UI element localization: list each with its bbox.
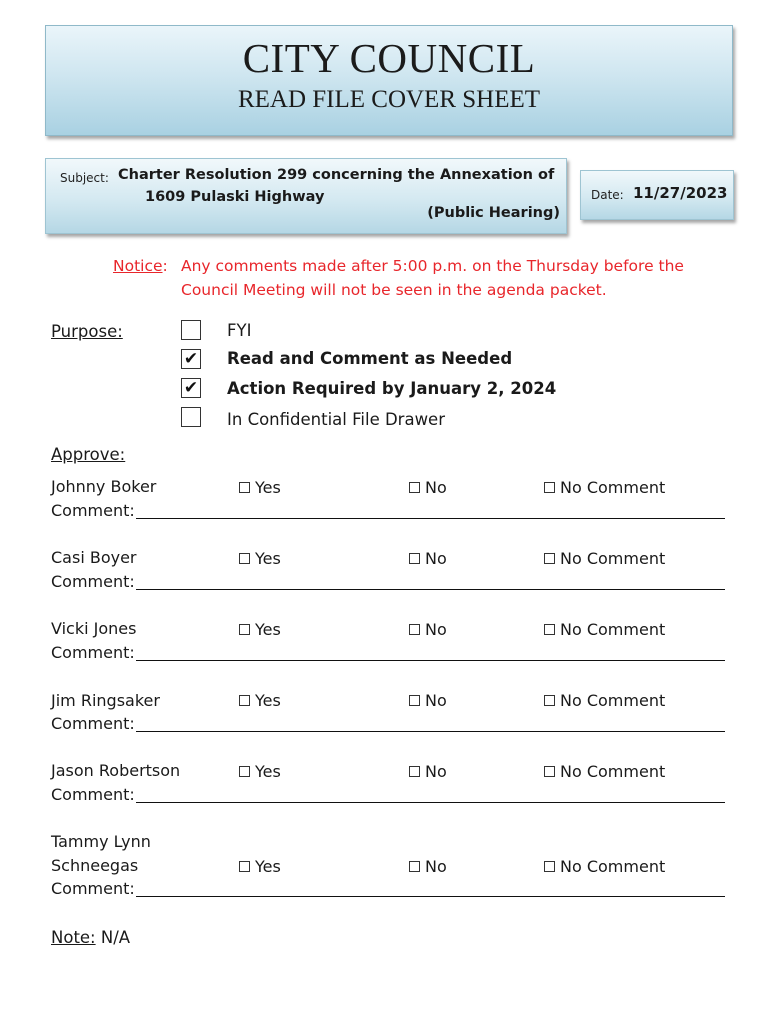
comment-line[interactable] — [136, 518, 725, 519]
no-checkbox[interactable] — [409, 766, 420, 777]
purpose-checkbox-action-required[interactable]: ✔ — [181, 378, 201, 398]
note-label: Note: — [51, 928, 96, 947]
vote-yes[interactable] — [239, 478, 281, 497]
title-banner — [45, 25, 733, 136]
vote-no[interactable] — [409, 549, 447, 568]
subject-line-1: Charter Resolution 299 concerning the Annexation of — [118, 167, 555, 183]
vote-yes[interactable] — [239, 620, 281, 639]
subject-line-3: (Public Hearing) — [427, 205, 560, 221]
no-checkbox[interactable] — [409, 861, 420, 872]
no-comment-label: No Comment — [560, 691, 666, 710]
no-checkbox[interactable] — [409, 482, 420, 493]
yes-label: Yes — [255, 762, 281, 781]
vote-yes[interactable] — [239, 549, 281, 568]
notice-line-1-row — [113, 254, 168, 278]
no-comment-label: No Comment — [560, 478, 666, 497]
member-name-line-1: Tammy Lynn — [51, 832, 151, 851]
yes-label: Yes — [255, 478, 281, 497]
vote-yes[interactable] — [239, 691, 281, 710]
no-comment-checkbox[interactable] — [544, 766, 555, 777]
no-comment-checkbox[interactable] — [544, 482, 555, 493]
comment-label: Comment: — [51, 879, 135, 898]
purpose-option-confidential: In Confidential File Drawer — [227, 410, 445, 429]
vote-no-comment[interactable] — [544, 620, 665, 639]
vote-no-comment[interactable] — [544, 762, 665, 781]
purpose-label: Purpose: — [51, 322, 123, 341]
comment-line[interactable] — [136, 731, 725, 732]
vote-no-comment[interactable] — [544, 478, 665, 497]
no-label: No — [425, 549, 447, 568]
notice-line-2: Council Meeting will not be seen in the agenda packet. — [181, 281, 607, 299]
purpose-option-action-required: Action Required by January 2, 2024 — [227, 379, 557, 398]
no-checkbox[interactable] — [409, 624, 420, 635]
vote-no[interactable] — [409, 620, 447, 639]
vote-no[interactable] — [409, 857, 447, 876]
member-name: Jason Robertson — [51, 761, 181, 780]
vote-no[interactable] — [409, 691, 447, 710]
page-subtitle: READ FILE COVER SHEET — [237, 86, 541, 113]
note-value: N/A — [100, 928, 131, 947]
vote-no-comment[interactable] — [544, 857, 665, 876]
yes-checkbox[interactable] — [239, 624, 250, 635]
page-title: CITY COUNCIL — [242, 35, 536, 81]
yes-label: Yes — [255, 691, 281, 710]
subject-line-2: 1609 Pulaski Highway — [145, 189, 325, 205]
no-label: No — [425, 857, 447, 876]
vote-no[interactable] — [409, 478, 447, 497]
comment-line[interactable] — [136, 802, 725, 803]
yes-label: Yes — [255, 620, 281, 639]
member-name: Jim Ringsaker — [51, 691, 160, 710]
purpose-option-read-comment: Read and Comment as Needed — [227, 349, 513, 368]
yes-checkbox[interactable] — [239, 766, 250, 777]
no-checkbox[interactable] — [409, 553, 420, 564]
notice-label: Notice — [113, 257, 163, 275]
no-comment-label: No Comment — [560, 857, 666, 876]
purpose-checkbox-fyi[interactable] — [181, 320, 201, 340]
comment-line[interactable] — [136, 589, 725, 590]
yes-checkbox[interactable] — [239, 553, 250, 564]
no-comment-label: No Comment — [560, 620, 666, 639]
no-comment-checkbox[interactable] — [544, 695, 555, 706]
vote-yes[interactable] — [239, 762, 281, 781]
yes-checkbox[interactable] — [239, 482, 250, 493]
vote-no-comment[interactable] — [544, 549, 665, 568]
comment-line[interactable] — [136, 896, 725, 897]
note-row — [51, 926, 130, 950]
no-label: No — [425, 762, 447, 781]
no-comment-label: No Comment — [560, 762, 666, 781]
member-name: Casi Boyer — [51, 548, 137, 567]
date-label: Date: — [591, 188, 624, 202]
member-name-line-2: Schneegas — [51, 856, 139, 875]
date-value: 11/27/2023 — [633, 184, 728, 202]
yes-checkbox[interactable] — [239, 861, 250, 872]
date-box — [580, 170, 734, 220]
no-comment-checkbox[interactable] — [544, 553, 555, 564]
no-label: No — [425, 620, 447, 639]
vote-no-comment[interactable] — [544, 691, 665, 710]
purpose-checkbox-read-comment[interactable]: ✔ — [181, 349, 201, 369]
no-comment-checkbox[interactable] — [544, 624, 555, 635]
comment-label: Comment: — [51, 572, 135, 591]
yes-label: Yes — [255, 549, 281, 568]
vote-no[interactable] — [409, 762, 447, 781]
subject-label: Subject: — [60, 171, 109, 185]
no-label: No — [425, 478, 447, 497]
yes-label: Yes — [255, 857, 281, 876]
no-comment-label: No Comment — [560, 549, 666, 568]
subject-box — [45, 158, 567, 234]
comment-label: Comment: — [51, 643, 135, 662]
no-comment-checkbox[interactable] — [544, 861, 555, 872]
no-label: No — [425, 691, 447, 710]
comment-label: Comment: — [51, 501, 135, 520]
purpose-option-fyi: FYI — [227, 321, 252, 340]
notice-colon: : — [162, 257, 168, 275]
yes-checkbox[interactable] — [239, 695, 250, 706]
comment-label: Comment: — [51, 785, 135, 804]
purpose-checkbox-confidential[interactable] — [181, 407, 201, 427]
comment-label: Comment: — [51, 714, 135, 733]
comment-line[interactable] — [136, 660, 725, 661]
member-name: Johnny Boker — [51, 477, 157, 496]
member-name: Vicki Jones — [51, 619, 137, 638]
approve-label: Approve: — [51, 445, 126, 464]
notice-line-1: Any comments made after 5:00 p.m. on the Thursday before the — [181, 257, 684, 275]
no-checkbox[interactable] — [409, 695, 420, 706]
vote-yes[interactable] — [239, 857, 281, 876]
